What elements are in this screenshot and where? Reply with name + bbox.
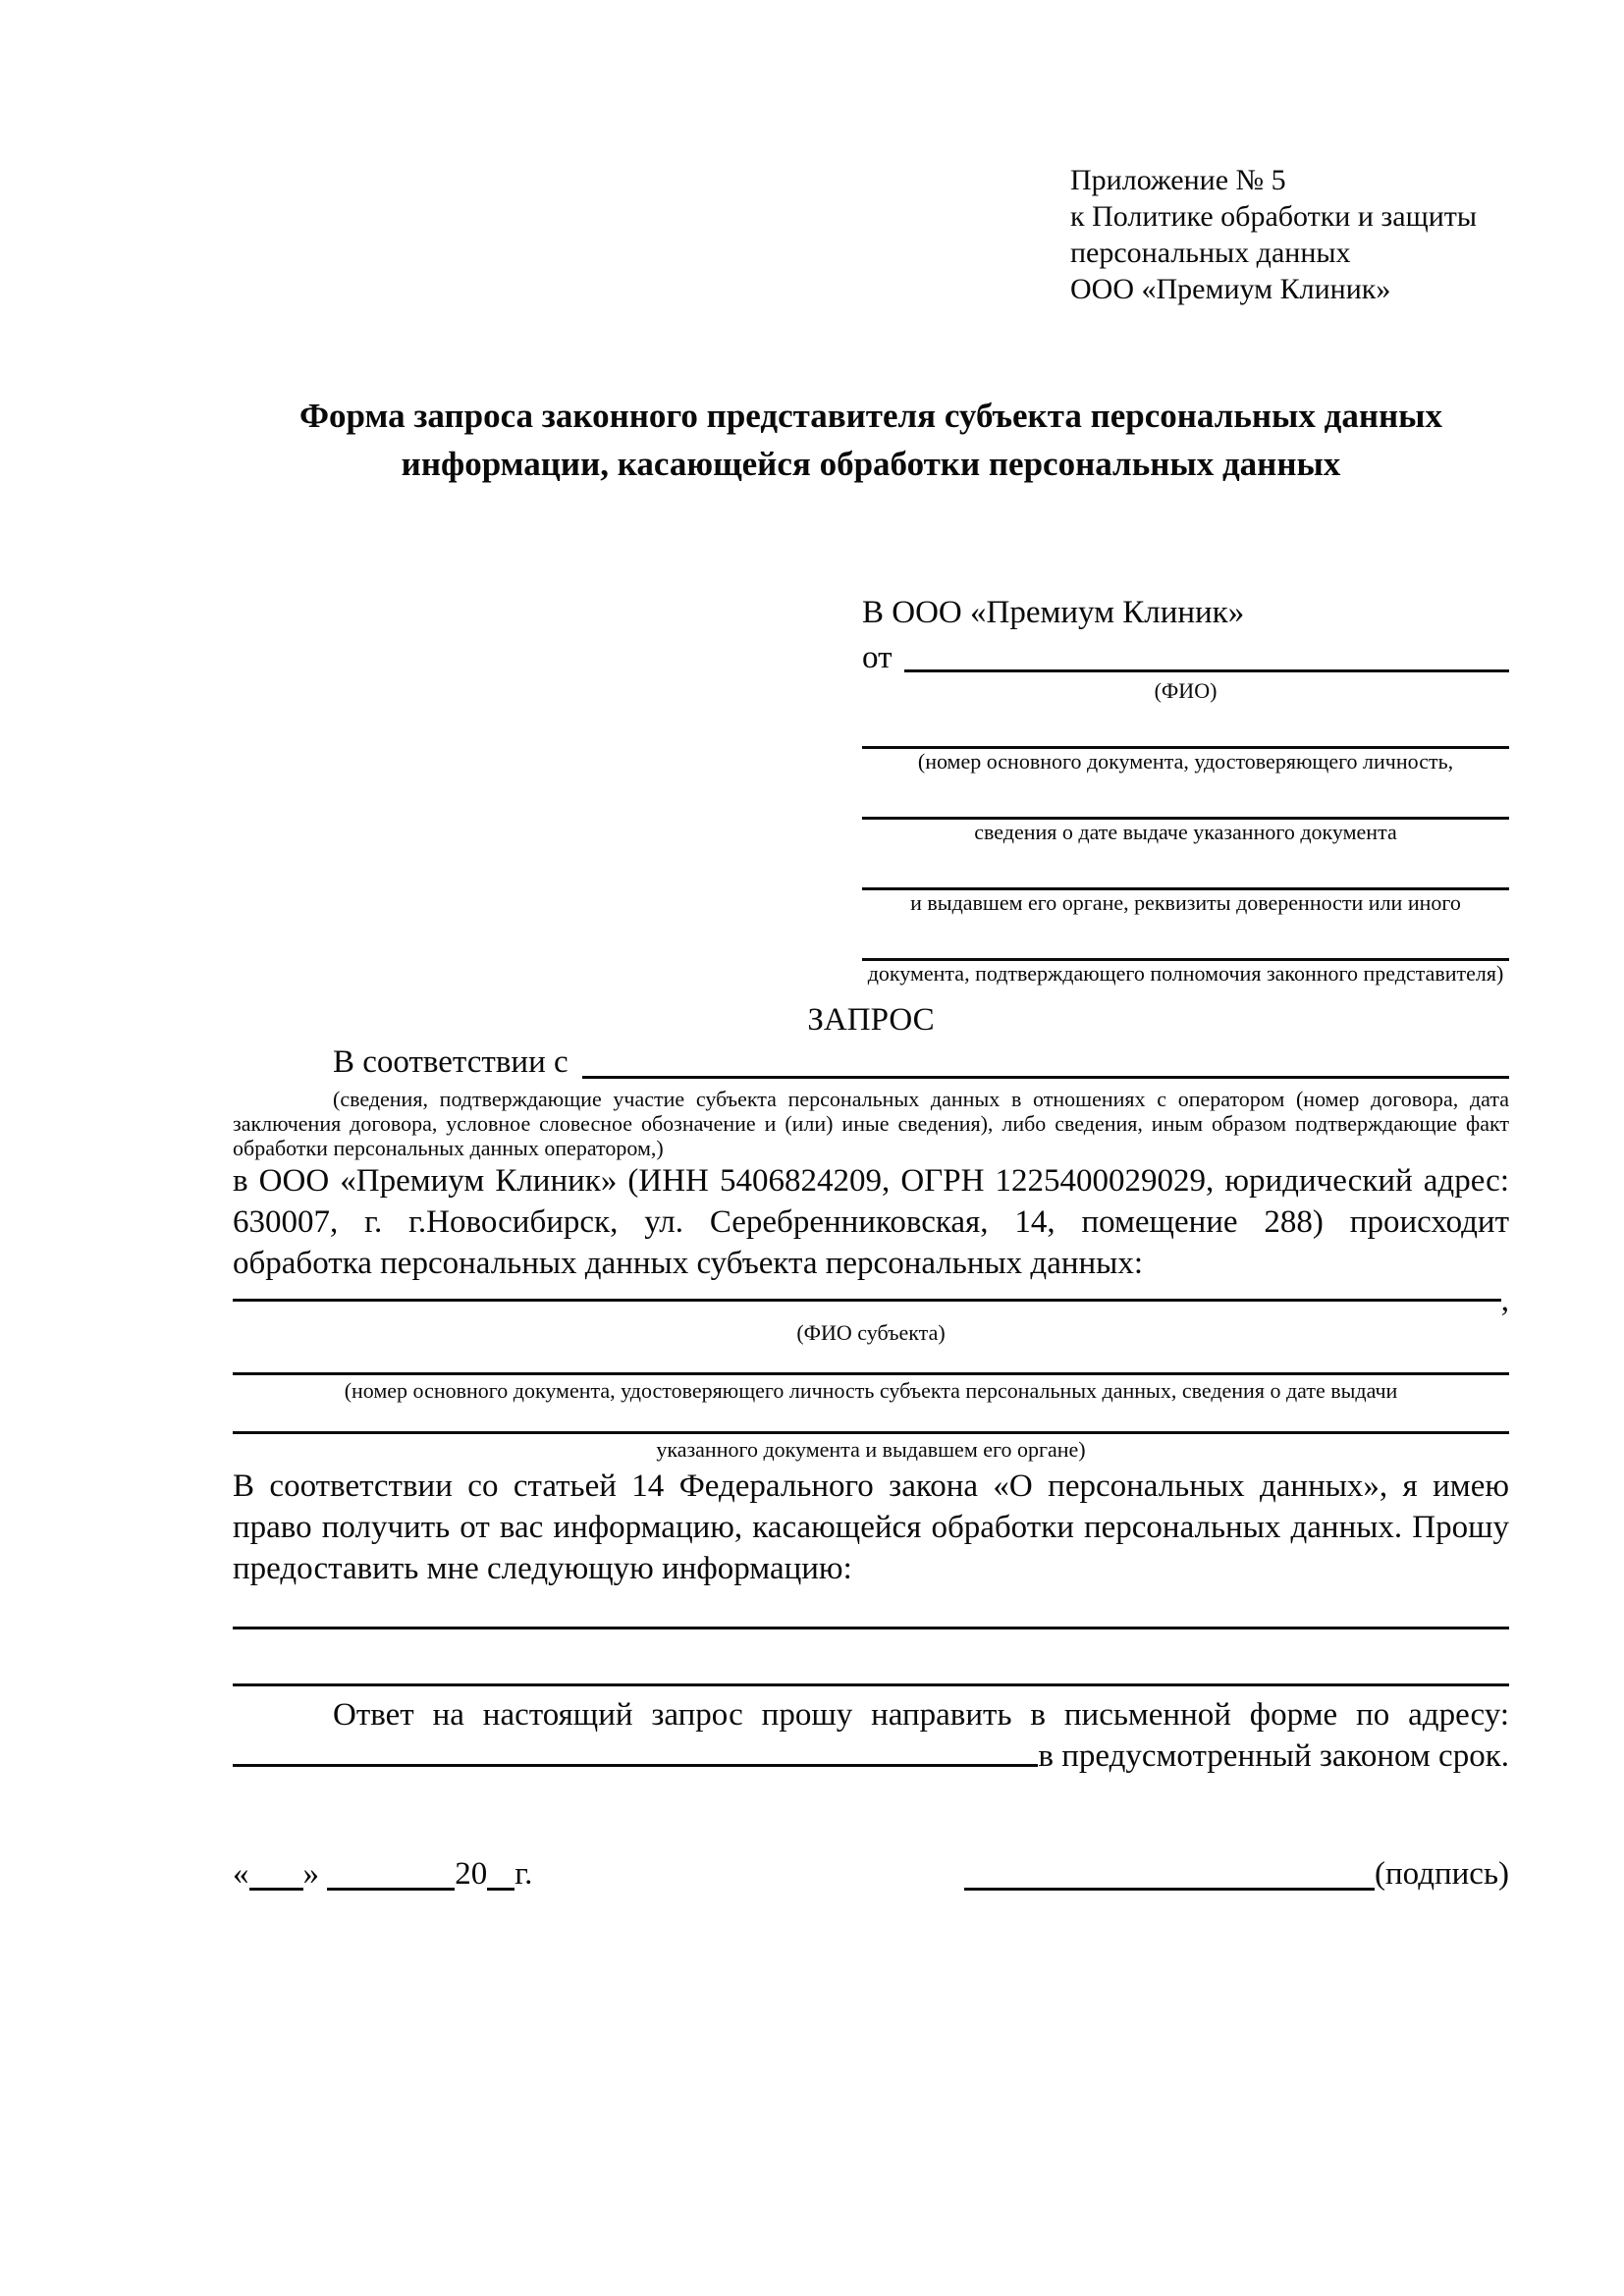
blank-caption: и выдавшем его органе, реквизиты доверенности или иного: [910, 890, 1461, 915]
signature-line: [964, 1853, 1509, 1895]
from-row: [862, 637, 1509, 678]
subject-doc-blank-line: [233, 1431, 1509, 1434]
date-month-blank: [327, 1859, 455, 1891]
fio-caption: (ФИО): [1154, 678, 1218, 703]
request-heading: ЗАПРОС: [807, 1002, 935, 1038]
year-prefix: 20: [455, 1856, 488, 1892]
date-line: [233, 1853, 532, 1895]
date-year-blank: [487, 1859, 514, 1891]
reply-address-blank-line: [233, 1735, 1038, 1767]
addressee-line: В ООО «Премиум Клиник»: [862, 595, 1245, 630]
reply-paragraph: Ответ на настоящий запрос прошу направить в письменной форме по адресу:: [333, 1697, 1509, 1733]
answer-blank-line: [233, 1627, 1509, 1629]
blank-caption: (номер основного документа, удостоверяющего личность,: [917, 749, 1454, 774]
appendix-line: ООО «Премиум Клиник»: [1070, 273, 1391, 305]
reply-tail: в предусмотренный законом срок.: [1038, 1738, 1509, 1774]
intro-row: [233, 1041, 1509, 1083]
open-quote: «: [233, 1856, 249, 1892]
reply-address-row: [233, 1735, 1509, 1777]
document-title-line1: Форма запроса законного представителя субъекта персональных данных: [299, 397, 1442, 435]
close-quote: »: [302, 1856, 319, 1892]
year-suffix: г.: [514, 1856, 533, 1892]
appendix-line: к Политике обработки и защиты: [1070, 200, 1478, 233]
appendix-line: персональных данных: [1070, 237, 1351, 269]
document-content: [233, 0, 1509, 1895]
intro-blank-line: [582, 1041, 1509, 1079]
signature-caption: (подпись): [1375, 1856, 1509, 1892]
addressee-block: [862, 592, 1509, 987]
intro-label: В соответствии с: [333, 1044, 568, 1080]
law-paragraph: В соответствии со статьей 14 Федерального закона «О персональных данных», я имею право получить от вас информацию, касающейся обработки персональных данных. Прошу предоставить мне следующую информацию:: [233, 1468, 1509, 1586]
subject-doc-caption: (номер основного документа, удостоверяющего личность субъекта персональных данных, сведения о дате выдачи: [344, 1378, 1398, 1403]
appendix-note: [1070, 162, 1509, 307]
footer-row: [233, 1853, 1509, 1895]
subject-doc-blank-line: [233, 1372, 1509, 1375]
subject-fio-caption: (ФИО субъекта): [796, 1320, 946, 1345]
comma: ,: [1500, 1283, 1509, 1318]
subject-fio-blank-line: [233, 1284, 1501, 1302]
operator-paragraph: в ООО «Премиум Клиник» (ИНН 5406824209, ОГРН 1225400029029, юридический адрес: 630007, г. г.Новосибирск, ул. Серебренниковская, 14, помещение 288) происходит обработка персональных данных субъекта персональных данных:: [233, 1163, 1509, 1281]
from-label: от: [862, 640, 893, 675]
blank-caption: документа, подтверждающего полномочия законного представителя): [867, 961, 1504, 986]
subject-fio-row: [233, 1284, 1509, 1317]
signature-blank: [964, 1859, 1375, 1891]
subject-doc-caption: указанного документа и выдавшем его органе): [656, 1437, 1086, 1462]
document-title-line2: информации, касающейся обработки персональных данных: [401, 445, 1341, 483]
fio-blank-line: [904, 637, 1510, 672]
intro-caption: (сведения, подтверждающие участие субъекта персональных данных в отношениях с оператором (номер договора, дата заключения договора, условное словесное обозначение и (или) иные сведения), либо сведения, иным образом подтверждающие факт обработки персональных данных оператором,): [233, 1087, 1509, 1160]
date-day-blank: [249, 1859, 303, 1891]
document-title: [233, 392, 1509, 488]
appendix-line: Приложение № 5: [1070, 164, 1286, 196]
blank-caption: сведения о дате выдаче указанного документа: [974, 820, 1397, 844]
answer-blank-line: [233, 1683, 1509, 1686]
